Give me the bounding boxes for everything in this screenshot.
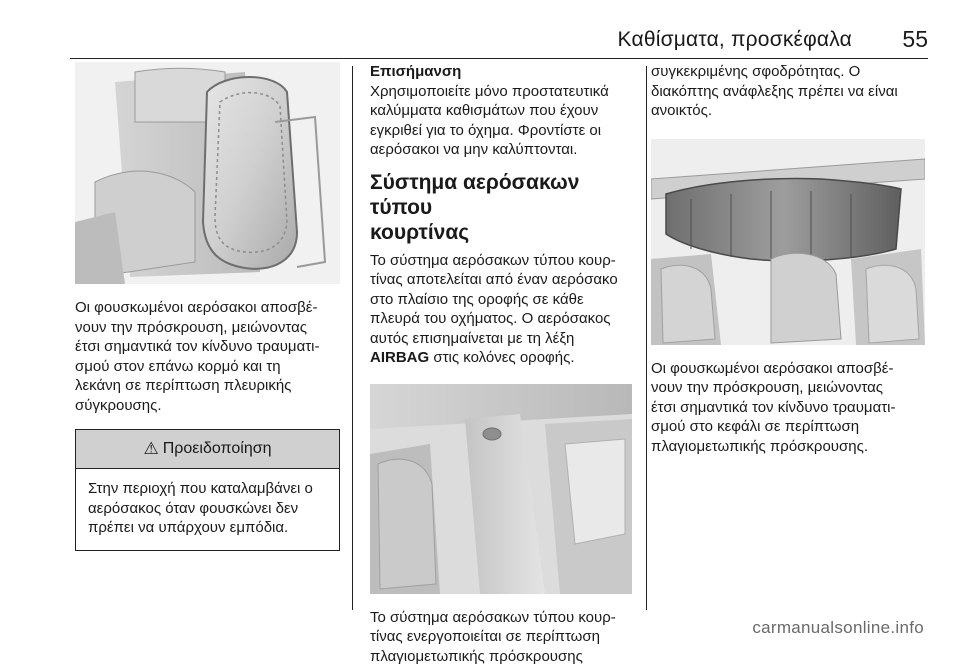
column-3 [651, 62, 927, 456]
figure-caption-curtain-deploy: Το σύστημα αερόσακων τύπου κουρ- τίνας ενεργοποιείται σε περίπτωση πλαγιομετωπικής πρόσκρουσης [370, 608, 632, 666]
section-paragraph [370, 251, 632, 368]
section-text-before: Το σύστημα αερόσακων τύπου κουρ- τίνας αποτελείται από έναν αερόσακο στο πλαίσιο της οροφής σε κάθε πλευρά του οχήματος. Ο αερόσακος αυτός επισημαίνεται με τη λέξη [370, 252, 618, 347]
warning-text: Στην περιοχή που καταλαμβάνει ο αερόσακος όταν φουσκώνει δεν πρέπει να υπάρχουν εμπόδια. [88, 479, 327, 538]
page-header [0, 22, 960, 62]
column-divider-left [352, 66, 353, 610]
figure-curtain-airbag-deployed [651, 139, 925, 345]
airbag-keyword: AIRBAG [370, 349, 429, 366]
column-1 [75, 62, 340, 551]
section-text-after: στις κολόνες οροφής. [429, 349, 574, 366]
column-2 [370, 62, 632, 666]
footer-watermark: carmanualsonline.info [752, 618, 924, 638]
section-heading-curtain-airbag: Σύστημα αερόσακων τύπου κουρτίνας [370, 170, 632, 245]
continued-text: συγκεκριμένης σφοδρότητας. Ο διακόπτης ανάφλεξης πρέπει να είναι ανοικτός. [651, 62, 927, 121]
pillar-airbag-illustration [370, 384, 632, 594]
page-number: 55 [902, 26, 928, 53]
warning-body [76, 469, 339, 550]
side-airbag-illustration [75, 62, 340, 284]
figure-pillar-airbag-label [370, 384, 632, 594]
page-title: Καθίσματα, προσκέφαλα [618, 28, 852, 52]
figure-side-airbag [75, 62, 340, 284]
note-title: Επισήμανση [370, 62, 632, 82]
figure-caption-side-airbag: Οι φουσκωμένοι αερόσακοι αποσβέ- νουν την πρόσκρουση, μειώνοντας έτσι σημαντικά τον κίνδυνο τραυματι- σμού στον επάνω κορμό και τη λεκάνη σε περίπτωση πλευρικής σύγκρουσης. [75, 298, 340, 415]
warning-box [75, 429, 340, 551]
figure-caption-curtain-head: Οι φουσκωμένοι αερόσακοι αποσβέ- νουν την πρόσκρουση, μειώνοντας έτσι σημαντικά τον κίνδυνο τραυματι- σμού στο κεφάλι σε περίπτωση πλαγιομετωπικής πρόσκρουσης. [651, 359, 927, 457]
header-rule [70, 58, 928, 59]
warning-title: Προειδοποίηση [163, 440, 272, 458]
curtain-airbag-illustration [651, 139, 925, 345]
note-text: Χρησιμοποιείτε μόνο προστατευτικά καλύμματα καθισμάτων που έχουν εγκριθεί για το όχημα. Φροντίστε οι αερόσακοι να μην καλύπτονται. [370, 82, 632, 160]
column-divider-right [646, 66, 647, 610]
warning-header [76, 430, 339, 469]
warning-triangle-icon: ⚠ [143, 439, 158, 459]
